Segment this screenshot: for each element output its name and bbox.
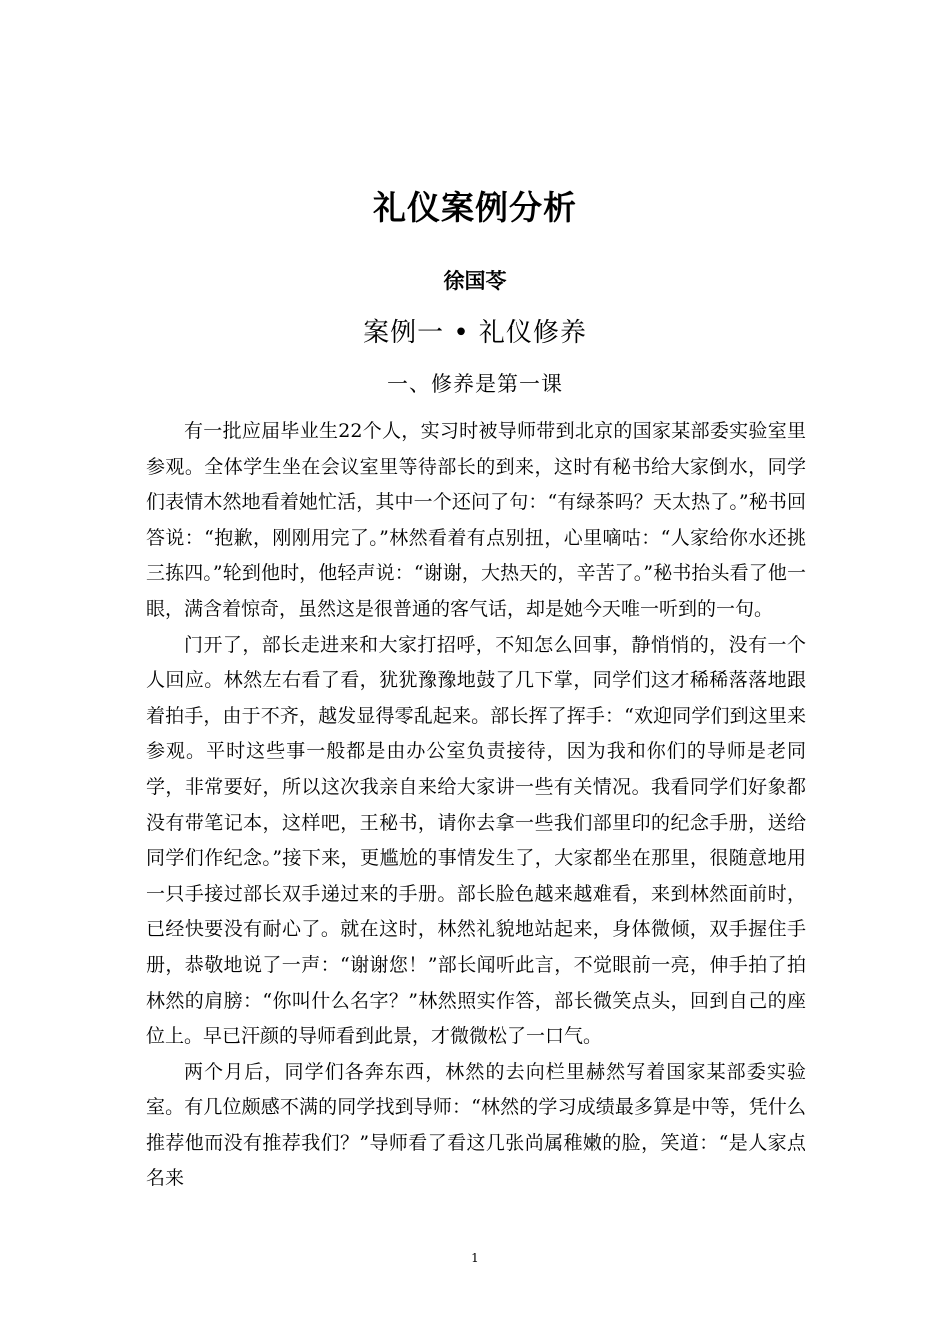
case-heading: 案例一 • 礼仪修养 [363, 318, 587, 348]
paragraph: 两个月后，同学们各奔东西，林然的去向栏里赫然写着国家某部委实验室。有几位颇感不满的同学找到导师：“林然的学习成绩最多算是中等，凭什么推荐他而没有推荐我们？”导师看了看这几张尚属稚嫩的脸，笑道：“是人家点名来 [146, 1060, 806, 1190]
body-text [146, 414, 806, 1197]
paragraph: 有一批应届毕业生22个人，实习时被导师带到北京的国家某部委实验室里参观。全体学生坐在会议室里等待部长的到来，这时有秘书给大家倒水，同学们表情木然地看着她忙活，其中一个还问了句：“有绿茶吗？天太热了。”秘书回答说：“抱歉，刚刚用完了。”林然看着有点别扭，心里嘀咕：“人家给你水还挑三拣四。”轮到他时，他轻声说：“谢谢，大热天的，辛苦了。”秘书抬头看了他一眼，满含着惊奇，虽然这是很普通的客气话，却是她今天唯一听到的一句。 [146, 420, 806, 620]
page-number: 1 [471, 1251, 479, 1265]
author-name: 徐国苓 [443, 269, 507, 293]
paragraph: 门开了，部长走进来和大家打招呼，不知怎么回事，静悄悄的，没有一个人回应。林然左右看了看，犹犹豫豫地鼓了几下掌，同学们这才稀稀落落地跟着拍手，由于不齐，越发显得零乱起来。部长挥了挥手：“欢迎同学们到这里来参观。平时这些事一般都是由办公室负责接待，因为我和你们的导师是老同学，非常要好，所以这次我亲自来给大家讲一些有关情况。我看同学们好象都没有带笔记本，这样吧，王秘书，请你去拿一些我们部里印的纪念手册，送给同学们作纪念。”接下来，更尴尬的事情发生了，大家都坐在那里，很随意地用一只手接过部长双手递过来的手册。部长脸色越来越难看，来到林然面前时，已经快要没有耐心了。就在这时，林然礼貌地站起来，身体微倾，双手握住手册，恭敬地说了一声：“谢谢您！”部长闻听此言，不觉眼前一亮，伸手拍了拍林然的肩膀：“你叫什么名字？”林然照实作答，部长微笑点头，回到自己的座位上。早已汗颜的导师看到此景，才微微松了一口气。 [146, 633, 806, 1048]
document-title: 礼仪案例分析 [373, 188, 577, 227]
section-heading: 一、修养是第一课 [387, 372, 563, 396]
